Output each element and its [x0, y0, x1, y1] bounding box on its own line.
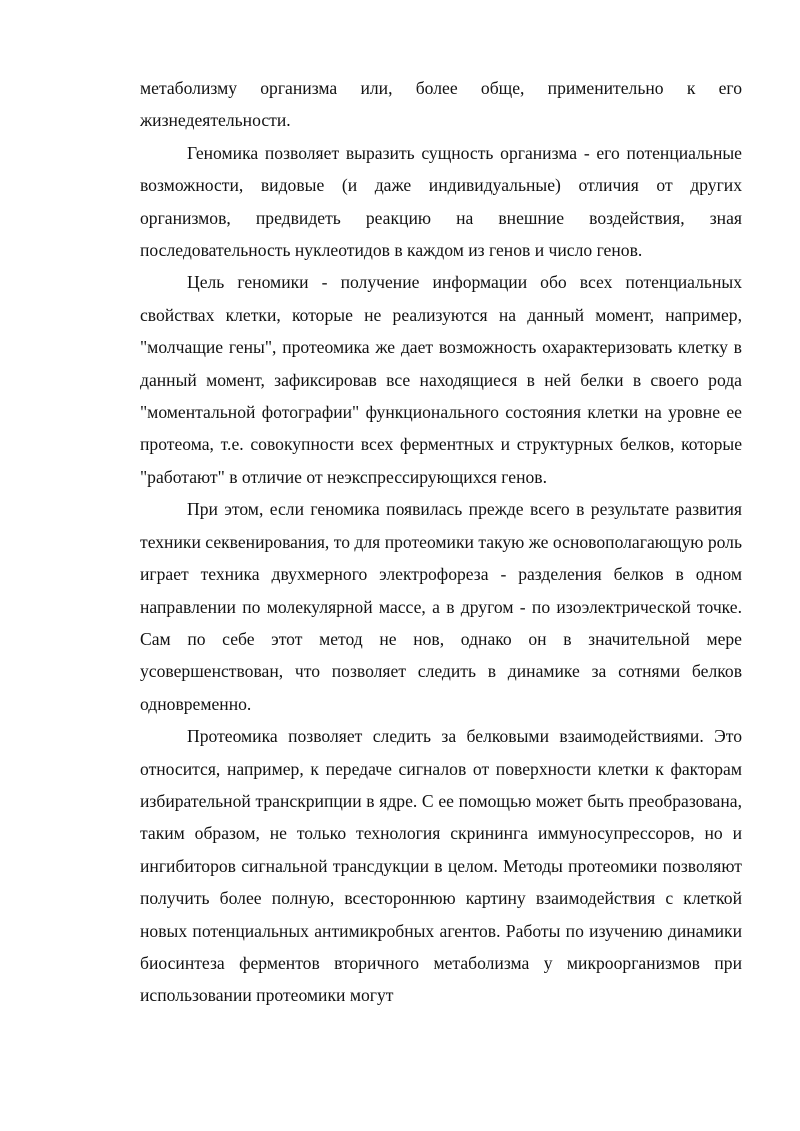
paragraph-electrophoresis: При этом, если геномика появилась прежде всего в результате развития техники секвенирования, то для протеомики такую же основополагающую роль играет техника двухмерного электрофореза - разделения белков в одном направлении по молекулярной массе, а в другом - по изоэлектрической точке. Сам по себе этот метод не нов, однако он в значительной мере усовершенствован, что позволяет следить в динамике за сотнями белков одновременно.	[140, 499, 742, 714]
paragraph-genomics-goal: Цель геномики - получение информации обо всех потенциальных свойствах клетки, которые не реализуются на данный момент, например, "молчащие гены", протеомика же дает возможность охарактеризовать клетку в данный момент, зафиксировав все находящиеся в ней белки в своего рода "моментальной фотографии" функционального состояния клетки на уровне ее протеома, т.е. совокупности всех ферментных и структурных белков, которые "работают" в отличие от неэкспрессирующихся генов.	[140, 272, 742, 487]
paragraph-continuation: метаболизму организма или, более обще, применительно к его жизнедеятельности.	[140, 78, 742, 131]
paragraph-genomics-essence: Геномика позволяет выразить сущность организма - его потенциальные возможности, видовые (и даже индивидуальные) отличия от других организмов, предвидеть реакцию на внешние воздействия, зная последовательность нуклеотидов в каждом из генов и число генов.	[140, 142, 742, 261]
paragraph-protein-interactions: Протеомика позволяет следить за белковыми взаимодействиями. Это относится, например, к передаче сигналов от поверхности клетки к факторам избирательной транскрипции в ядре. С ее помощью может быть преобразована, таким образом, не только технология скрининга иммуносупрессоров, но и ингибиторов сигнальной трансдукции в целом. Методы протеомики позволяют получить более полную, всестороннюю картину взаимодействия с клеткой новых потенциальных антимикробных агентов. Работы по изучению динамики биосинтеза ферментов вторичного метаболизма у микроорганизмов при использовании протеомики могут	[140, 726, 742, 1006]
document-page	[140, 72, 742, 1012]
